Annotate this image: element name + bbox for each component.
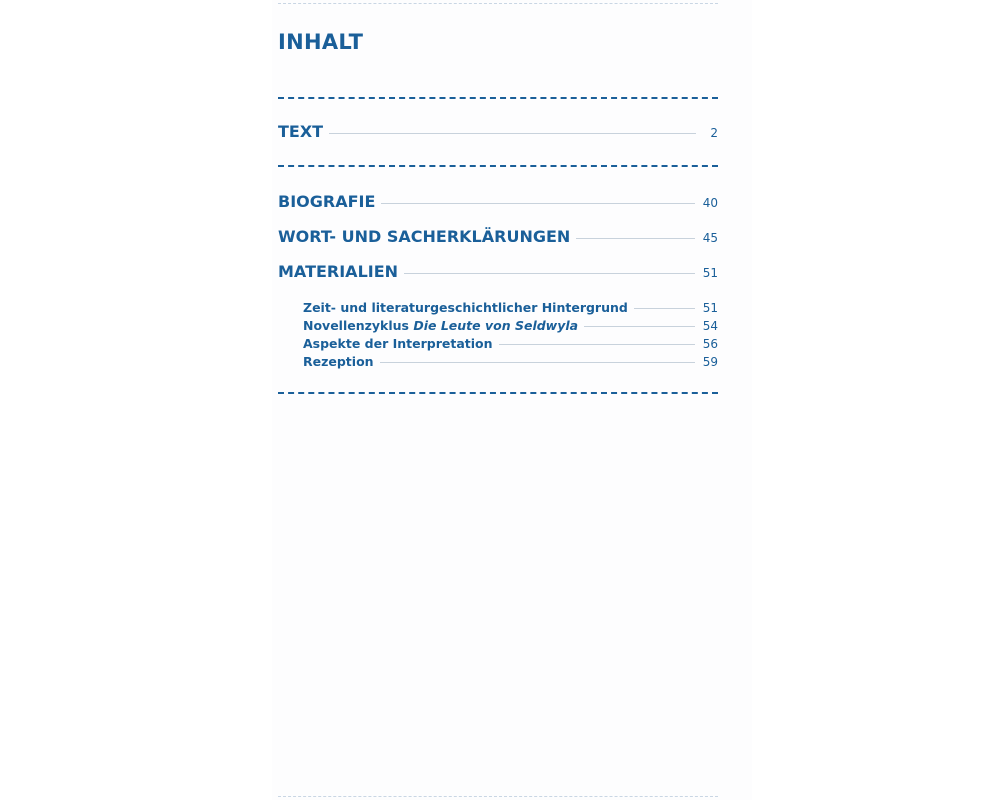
toc-subentry-label: Rezeption — [303, 354, 374, 369]
toc-entry-page: 2 — [710, 126, 718, 140]
leader-line — [381, 203, 694, 204]
leader-line — [404, 273, 695, 274]
toc-subentry-page: 54 — [702, 319, 718, 333]
section-divider — [278, 97, 718, 99]
section-divider — [278, 392, 718, 394]
toc-entry-label: MATERIALIEN — [278, 262, 399, 281]
toc-entry-wort-und-sacherklaerungen[interactable] — [278, 227, 718, 246]
top-divider — [278, 3, 718, 4]
toc-subentry-label — [303, 318, 578, 333]
page-area — [272, 0, 752, 800]
toc-subentry-label-italic: Die Leute von Seldwyla — [413, 318, 579, 333]
leader-line — [576, 238, 694, 239]
toc-entry-page: 45 — [702, 231, 718, 245]
toc-entry-text[interactable] — [278, 122, 718, 141]
toc-entry-biografie[interactable] — [278, 192, 718, 211]
leader-line — [329, 133, 696, 134]
toc-subentry-novellenzyklus[interactable] — [303, 318, 718, 333]
toc-subentry-label-prefix: Novellenzyklus — [303, 318, 414, 333]
leader-line — [380, 362, 695, 363]
leader-line — [634, 308, 695, 309]
toc-entry-label: WORT- UND SACHERKLÄRUNGEN — [278, 227, 571, 246]
toc-heading: INHALT — [278, 30, 364, 54]
toc-entry-page: 40 — [702, 196, 718, 210]
toc-subentry-label: Aspekte der Interpretation — [303, 336, 493, 351]
leader-line — [584, 326, 695, 327]
toc-subentry-page: 56 — [702, 337, 718, 351]
leader-line — [499, 344, 695, 345]
toc-subentry-rezeption[interactable] — [303, 354, 718, 369]
toc-entry-label: BIOGRAFIE — [278, 192, 376, 211]
toc-entry-page: 51 — [702, 266, 718, 280]
bottom-divider — [278, 796, 718, 797]
toc-entry-label: TEXT — [278, 122, 324, 141]
toc-subentry-label: Zeit- und literaturgeschichtlicher Hintergrund — [303, 300, 628, 315]
toc-subentry-page: 59 — [702, 355, 718, 369]
toc-entry-materialien[interactable] — [278, 262, 718, 281]
toc-subentry-hintergrund[interactable] — [303, 300, 718, 315]
toc-subentry-interpretation[interactable] — [303, 336, 718, 351]
section-divider — [278, 165, 718, 167]
toc-subentry-page: 51 — [702, 301, 718, 315]
